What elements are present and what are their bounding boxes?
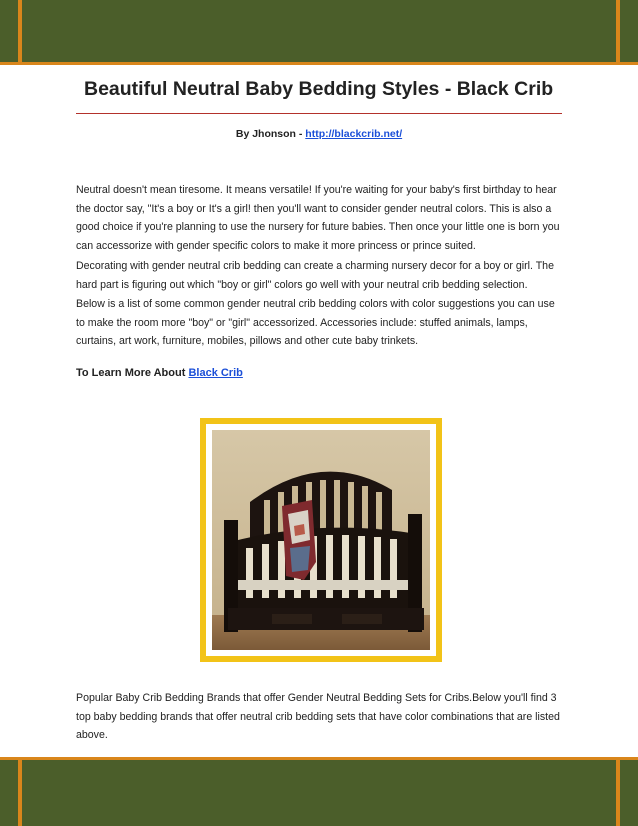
document-title: Beautiful Neutral Baby Bedding Styles - Black Crib [84, 78, 554, 100]
paragraph-3: Below is a list of some common gender neutral crib bedding colors with color suggestions you can use to make the room more "boy" or "girl" accessorized. Accessories include: stuffed animals, lamps, curtains, art work, furniture, mobiles, pillows and other cute baby trinkets. [76, 298, 555, 347]
crib-illustration [212, 430, 430, 650]
header-stripe-left [18, 0, 22, 62]
byline-author: By Jhonson - [235, 128, 306, 140]
footer-stripe-left [18, 760, 22, 826]
byline-link[interactable]: http://blackcrib.net/ [305, 128, 403, 140]
learn-more-link[interactable]: Black Crib [188, 367, 243, 379]
crib-image-frame [200, 418, 442, 662]
paragraph-4: Popular Baby Crib Bedding Brands that offer Gender Neutral Bedding Sets for Cribs.Below you'll find 3 top baby bedding brands that offer neutral crib bedding sets that have color combinations that are listed above. [76, 692, 560, 741]
paragraph-2: Decorating with gender neutral crib bedding can create a charming nursery decor for a boy or girl. The hard part is figuring out which "boy or girl" colors go well with your neutral crib bedding selection. [76, 260, 554, 291]
header-stripe-right [616, 0, 620, 62]
footer-stripe-right [616, 760, 620, 826]
paragraph-1: Neutral doesn't mean tiresome. It means versatile! If you're waiting for your baby's first birthday to hear the doctor say, "It's a boy or It's a girl! then you'll want to consider gender neutral colors. This is also a good choice if you're planning to use the nursery for future babies. Then once your little one is born you can accessorize with gender specific colors to make it more princess or prince suited. [76, 184, 560, 252]
frame-mat [206, 424, 436, 656]
learn-more-line [76, 367, 243, 379]
header-band [0, 0, 638, 62]
title-underline [76, 113, 562, 114]
footer-band [0, 760, 638, 826]
byline [76, 128, 562, 140]
learn-more-label: To Learn More About [76, 367, 189, 379]
crib-photo [212, 430, 430, 650]
header-accent-line [0, 62, 638, 65]
